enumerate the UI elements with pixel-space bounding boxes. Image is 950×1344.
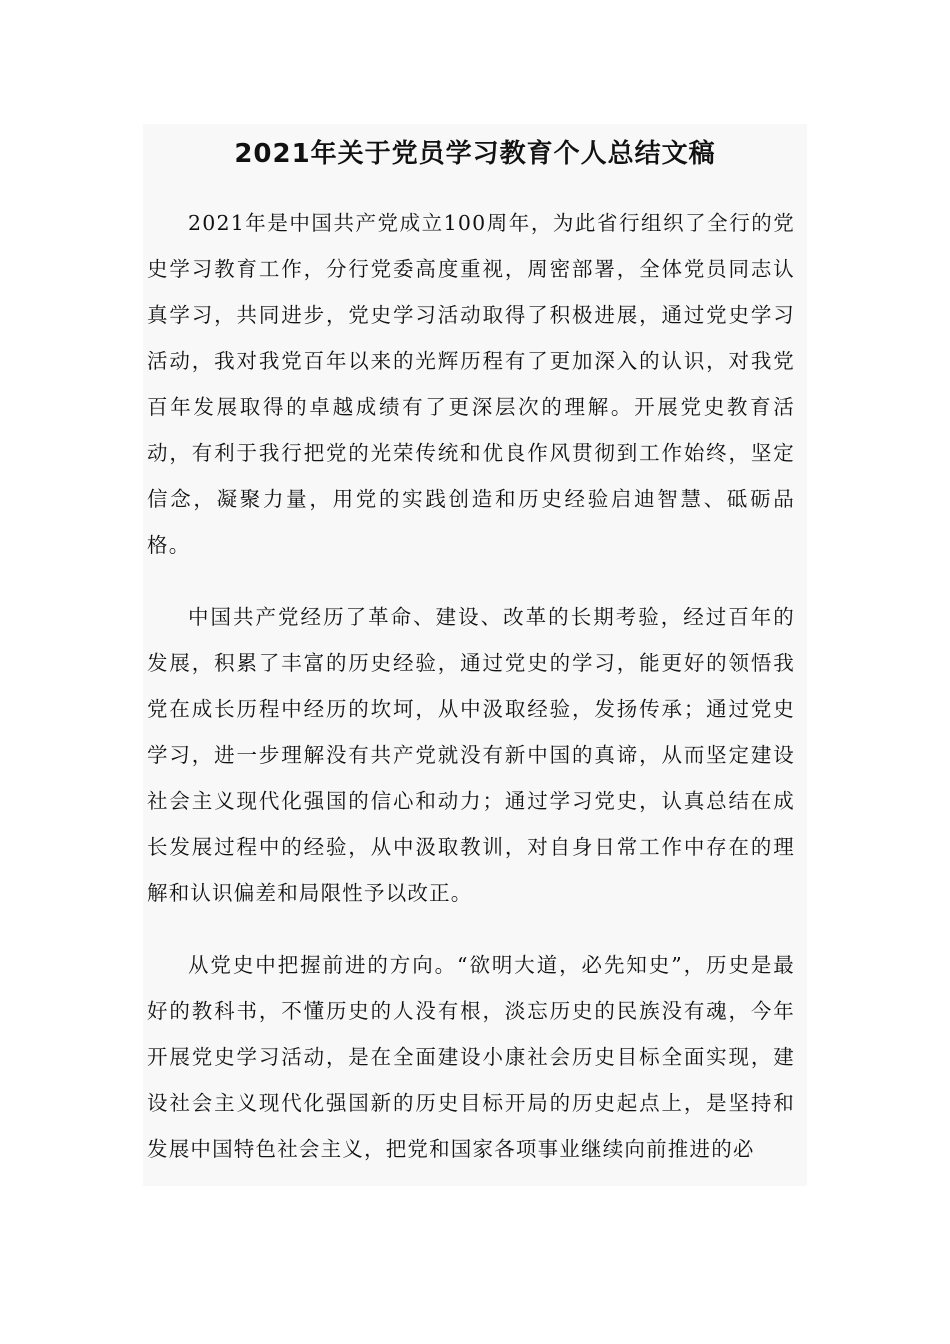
document-title: 2021年关于党员学习教育个人总结文稿 [234,139,716,169]
document-body [147,200,795,1172]
paragraph-3: 从党史中把握前进的方向。“欲明大道，必先知史”，历史是最好的教科书，不懂历史的人没有根，淡忘历史的民族没有魂，今年开展党史学习活动，是在全面建设小康社会历史目标全面实现，建设社会主义现代化强国新的历史目标开局的历史起点上，是坚持和发展中国特色社会主义，把党和国家各项事业继续向前推进的必 [147,953,795,1161]
paragraph-2: 中国共产党经历了革命、建设、改革的长期考验，经过百年的发展，积累了丰富的历史经验，通过党史的学习，能更好的领悟我党在成长历程中经历的坎坷，从中汲取经验，发扬传承；通过党史学习，进一步理解没有共产党就没有新中国的真谛，从而坚定建设社会主义现代化强国的信心和动力；通过学习党史，认真总结在成长发展过程中的经验，从中汲取教训，对自身日常工作中存在的理解和认识偏差和局限性予以改正。 [147,605,795,905]
paragraph-1: 2021年是中国共产党成立100周年，为此省行组织了全行的党史学习教育工作，分行党委高度重视，周密部署，全体党员同志认真学习，共同进步，党史学习活动取得了积极进展，通过党史学习活动，我对我党百年以来的光辉历程有了更加深入的认识，对我党百年发展取得的卓越成绩有了更深层次的理解。开展党史教育活动，有利于我行把党的光荣传统和优良作风贯彻到工作始终，坚定信念，凝聚力量，用党的实践创造和历史经验启迪智慧、砥砺品格。 [147,211,795,557]
